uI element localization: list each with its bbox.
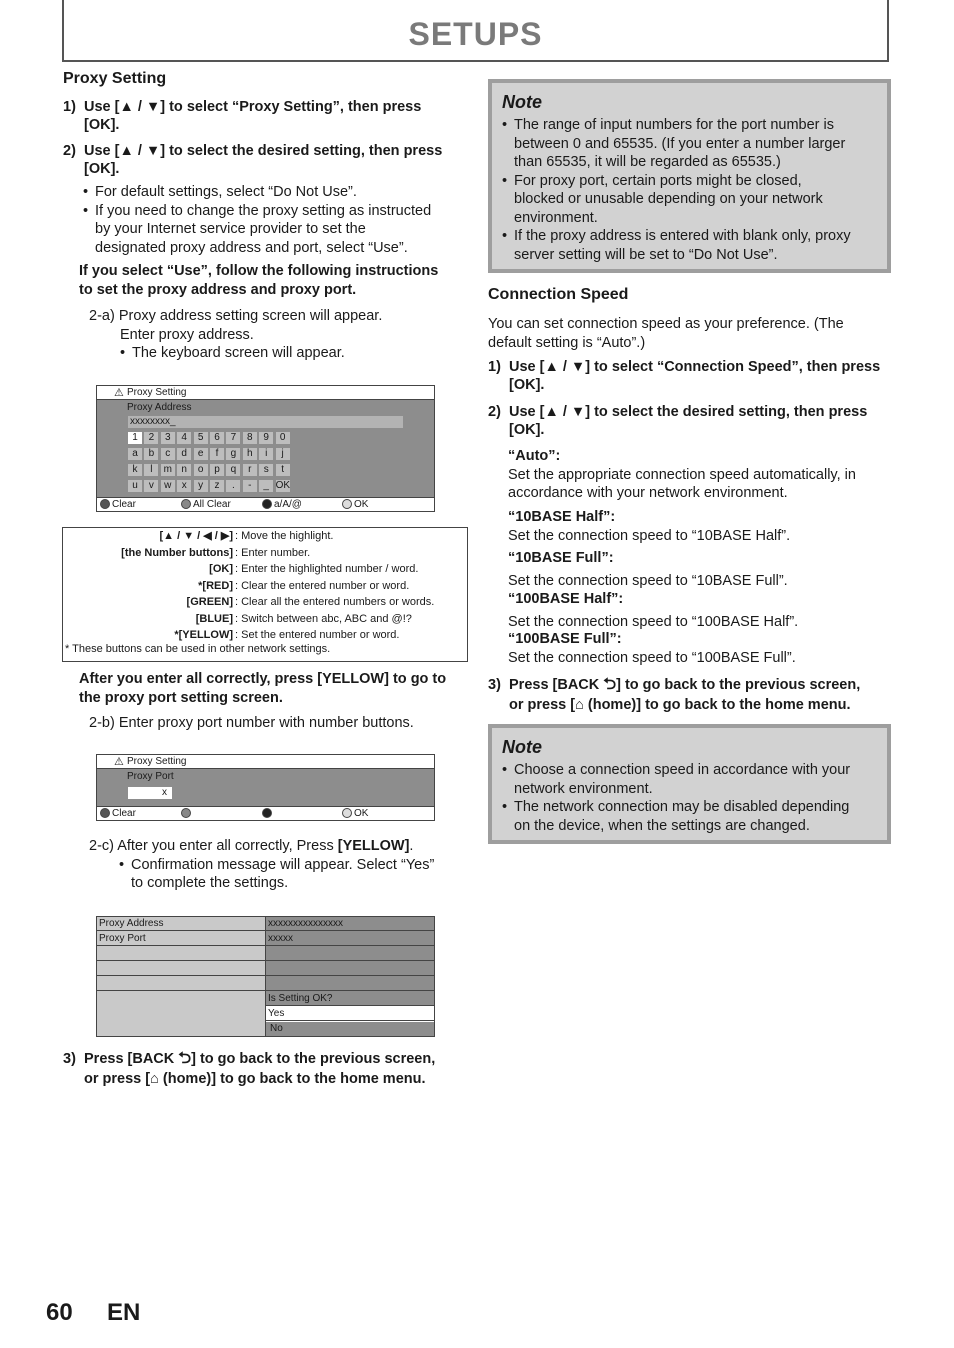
note-box-proxy — [488, 79, 891, 273]
red-button-icon — [100, 499, 110, 509]
option-name: “Auto”: — [508, 448, 561, 464]
green-button-icon — [181, 808, 191, 818]
keyboard-key[interactable]: l — [144, 464, 158, 476]
option-desc: Set the appropriate connection speed automatically, in — [508, 466, 856, 483]
proxy-step-2 — [63, 142, 463, 180]
list-item: • For default settings, select “Do Not Use”. — [83, 183, 468, 202]
use-line: If you select “Use”, follow the following instructions — [79, 263, 439, 279]
keyboard-key[interactable]: i — [259, 448, 273, 460]
button-legend — [62, 527, 468, 662]
keyboard-key[interactable]: g — [226, 448, 240, 460]
legend-note: * These buttons can be used in other network settings. — [65, 643, 331, 655]
step-number: 3) — [63, 1051, 76, 1067]
yellow-label: [YELLOW] — [337, 838, 410, 854]
speed-step-2 — [488, 403, 893, 441]
after-line: the proxy port setting screen. — [79, 689, 283, 706]
proxy-step-1 — [63, 98, 463, 136]
legend-row — [63, 578, 467, 594]
sub-step-2a — [89, 307, 469, 363]
field-label: Proxy Port — [127, 771, 174, 782]
note-item: • If the proxy address is entered with blank only, proxy — [502, 227, 887, 246]
step-text: [OK]. — [509, 422, 545, 438]
step-number: 1) — [63, 99, 76, 115]
use-instructions — [79, 262, 469, 299]
hint-label: OK — [354, 499, 369, 510]
keyboard-key[interactable]: w — [161, 480, 175, 492]
empty-row — [97, 962, 434, 976]
legend-row — [63, 528, 467, 544]
green-button-icon — [181, 499, 191, 509]
keyboard-key[interactable]: c — [161, 448, 175, 460]
proxy-address-screen — [96, 385, 435, 512]
legend-key: [▲ / ▼ / ◀ / ▶] — [159, 530, 233, 542]
legend-key: [GREEN] — [186, 596, 233, 608]
option-name: “100BASE Full”: — [508, 631, 622, 647]
option-desc: Set the connection speed to “10BASE Full”. — [508, 572, 788, 589]
hint-label: All Clear — [193, 499, 231, 510]
option-name: “10BASE Full”: — [508, 550, 614, 566]
note-item-cont: between 0 and 65535. (If you enter a number larger — [514, 135, 846, 152]
keyboard-key[interactable]: k — [128, 464, 142, 476]
screen-title: Proxy Setting — [127, 387, 187, 398]
port-input[interactable] — [128, 787, 172, 799]
port-value-cell: xxxxx — [266, 932, 434, 946]
keyboard-key[interactable]: r — [243, 464, 257, 476]
no-option[interactable]: No — [266, 1022, 434, 1036]
keyboard-key[interactable]: u — [128, 480, 142, 492]
keyboard-key[interactable]: 5 — [194, 432, 208, 444]
keyboard-key[interactable]: 9 — [259, 432, 273, 444]
speed-step-1 — [488, 358, 893, 396]
ok-hint — [342, 499, 368, 510]
option-100base-half — [508, 590, 893, 630]
option-name: “100BASE Half”: — [508, 591, 624, 607]
empty-row — [97, 977, 434, 991]
yellow-button-icon — [342, 499, 352, 509]
keyboard-key[interactable]: 6 — [210, 432, 224, 444]
screen-footer — [97, 806, 434, 820]
address-value: xxxxxxxx_ — [130, 416, 176, 427]
page-header — [62, 0, 889, 62]
step-text-part: or press [ — [509, 697, 576, 713]
connection-speed-heading: Connection Speed — [488, 286, 629, 303]
speed-options — [508, 447, 893, 667]
legend-key: *[YELLOW] — [174, 629, 233, 641]
keyboard-key[interactable]: h — [243, 448, 257, 460]
step-text-part: Press [BACK — [509, 677, 604, 693]
screen-body — [97, 400, 434, 497]
ok-hint — [342, 808, 368, 819]
note-item: • Choose a connection speed in accordance with your — [502, 761, 887, 780]
step-number: 3) — [488, 677, 501, 693]
step-text — [509, 696, 851, 715]
step-text — [84, 1070, 426, 1089]
keyboard-key[interactable]: j — [276, 448, 290, 460]
legend-key: *[RED] — [198, 579, 233, 592]
note-item: • The range of input numbers for the port number is — [502, 116, 887, 135]
sub-step-text: 2-a) Proxy address setting screen will appear. — [89, 308, 383, 324]
yellow-button-icon — [342, 808, 352, 818]
hint-label: Clear — [112, 499, 136, 510]
note-box-speed — [488, 724, 891, 844]
step-text-part: (home)] to go back to the home menu. — [158, 1071, 426, 1087]
legend-value: : Clear the entered number or word. — [235, 579, 410, 592]
keyboard-key[interactable]: s — [259, 464, 273, 476]
warning-icon: ⚠ — [114, 387, 124, 399]
option-name: “10BASE Half”: — [508, 509, 616, 525]
step-text-part: (home)] to go back to the home menu. — [583, 697, 851, 713]
list-item: • Confirmation message will appear. Select “Yes” — [119, 856, 469, 875]
keyboard-key[interactable]: 2 — [144, 432, 158, 444]
legend-value: : Clear all the entered numbers or words. — [235, 596, 435, 608]
keyboard-key[interactable]: b — [144, 448, 158, 460]
legend-value: : Enter the highlighted number / word. — [235, 563, 419, 575]
note-item-cont: blocked or unusable depending on your network — [514, 191, 823, 207]
proxy-port-screen — [96, 754, 435, 821]
list-item: • If you need to change the proxy setting as instructed — [83, 202, 468, 221]
legend-row — [63, 594, 467, 610]
option-100base-full — [508, 630, 893, 667]
yes-option[interactable]: Yes — [266, 1007, 434, 1021]
sub-step-prefix: 2-c) After you enter all correctly, Press — [89, 838, 338, 854]
keyboard-key[interactable]: 0 — [276, 432, 290, 444]
legend-row — [63, 611, 467, 627]
hint-label: a/A/@ — [274, 499, 302, 510]
legend-key: [BLUE] — [195, 612, 233, 625]
note-item: • For proxy port, certain ports might be closed, — [502, 172, 887, 191]
home-icon: ⌂ — [575, 697, 584, 713]
legend-value: : Switch between abc, ABC and @!? — [235, 612, 412, 625]
port-value: x — [162, 787, 167, 798]
step-text: [OK]. — [84, 161, 120, 177]
keyboard-grid — [128, 432, 298, 494]
keyboard-key[interactable]: z — [210, 480, 224, 492]
step-text: Use [▲ / ▼] to select the desired setting, then press — [509, 404, 868, 420]
option-desc: Set the connection speed to “10BASE Half”. — [508, 527, 791, 544]
question-cell: Is Setting OK? — [266, 992, 434, 1006]
option-10base-half — [508, 506, 893, 549]
port-label-cell: Proxy Port — [97, 932, 266, 946]
step-text: Use [▲ / ▼] to select “Proxy Setting”, then press — [84, 99, 422, 115]
keyboard-key[interactable]: v — [144, 480, 158, 492]
list-item-cont: by your Internet service provider to set the — [95, 221, 366, 237]
keyboard-key[interactable]: 3 — [161, 432, 175, 444]
proxy-bullets — [83, 183, 468, 257]
step-text: Use [▲ / ▼] to select the desired setting, then press — [84, 143, 443, 159]
note-list — [502, 116, 887, 264]
empty-row — [97, 947, 434, 961]
addr-label-cell: Proxy Address — [97, 917, 266, 931]
keyboard-key[interactable]: 7 — [226, 432, 240, 444]
legend-key: [the Number buttons] — [121, 546, 233, 559]
warning-icon: ⚠ — [114, 756, 124, 768]
note-item-cont: environment. — [514, 209, 598, 226]
legend-value: : Set the entered number or word. — [235, 629, 400, 641]
green-hint — [181, 808, 193, 819]
address-input[interactable] — [128, 416, 403, 428]
keyboard-key[interactable]: t — [276, 464, 290, 476]
screen-title-bar — [97, 386, 434, 400]
use-line: to set the proxy address and proxy port. — [79, 281, 357, 298]
step-text-part: ] to go back to the previous screen, — [191, 1051, 436, 1067]
option-desc: Set the connection speed to “100BASE Half”. — [508, 613, 799, 630]
intro-line: default setting is “Auto”.) — [488, 334, 646, 351]
step-number: 2) — [488, 404, 501, 420]
sub-step-2b: 2-b) Enter proxy port number with number buttons. — [89, 715, 414, 731]
hint-label: Clear — [112, 808, 136, 819]
keyboard-key[interactable]: q — [226, 464, 240, 476]
keyboard-key[interactable]: y — [194, 480, 208, 492]
keyboard-key[interactable]: f — [210, 448, 224, 460]
step-text-part: ] to go back to the previous screen, — [616, 677, 861, 693]
legend-row — [63, 561, 467, 577]
keyboard-key[interactable]: x — [177, 480, 191, 492]
keyboard-key[interactable]: m — [161, 464, 175, 476]
step-number: 1) — [488, 359, 501, 375]
sub-step-2c — [89, 837, 469, 893]
step-text: Use [▲ / ▼] to select “Connection Speed”, then press — [509, 359, 881, 375]
list-item: • The keyboard screen will appear. — [120, 344, 469, 363]
step-text: [OK]. — [84, 117, 120, 133]
field-label: Proxy Address — [127, 402, 192, 413]
option-10base-full — [508, 549, 893, 590]
step-number: 2) — [63, 143, 76, 159]
legend-value: : Move the highlight. — [235, 530, 334, 542]
keyboard-key[interactable]: n — [177, 464, 191, 476]
list-item-cont: designated proxy address and port, select “Use”. — [95, 239, 408, 256]
keyboard-key[interactable]: 4 — [177, 432, 191, 444]
step-text — [84, 1050, 435, 1069]
note-list — [502, 761, 887, 835]
sub-step-text — [89, 837, 469, 856]
proxy-setting-heading: Proxy Setting — [63, 70, 167, 87]
keyboard-key[interactable]: . — [226, 480, 240, 492]
addr-value-cell: xxxxxxxxxxxxxxx — [266, 917, 434, 931]
note-title: Note — [502, 92, 542, 112]
mode-hint — [262, 499, 302, 510]
screen-title-bar — [97, 755, 434, 769]
back-icon: ⮌ — [603, 676, 617, 693]
keyboard-key[interactable]: a — [128, 448, 142, 460]
blue-hint — [262, 808, 274, 819]
screen-title: Proxy Setting — [127, 756, 187, 767]
screen-footer — [97, 497, 434, 511]
speed-step-3 — [488, 676, 893, 716]
language-code: EN — [107, 1299, 141, 1326]
clear-hint — [100, 499, 136, 510]
keyboard-key[interactable]: 8 — [243, 432, 257, 444]
legend-key: [OK] — [209, 563, 233, 575]
option-auto — [508, 447, 893, 506]
sub-step-suffix: . — [409, 838, 414, 854]
note-item-cont: on the device, when the settings are changed. — [514, 817, 810, 834]
back-icon: ⮌ — [178, 1050, 192, 1067]
note-item-cont: server setting will be set to “Do Not Use”. — [514, 246, 778, 263]
legend-value: : Enter number. — [235, 546, 311, 559]
hint-label: OK — [354, 808, 369, 819]
blue-button-icon — [262, 499, 272, 509]
sub-step-text: Enter proxy address. — [120, 326, 254, 343]
confirmation-screen — [96, 916, 435, 1037]
home-icon: ⌂ — [150, 1071, 159, 1087]
legend-row — [63, 627, 467, 643]
keyboard-key[interactable]: o — [194, 464, 208, 476]
step-text — [509, 676, 860, 695]
note-item-cont: network environment. — [514, 780, 653, 797]
page-title: SETUPS — [408, 16, 543, 52]
all-clear-hint — [181, 499, 231, 510]
after-line: After you enter all correctly, press [YELLOW] to go to — [79, 671, 447, 687]
intro-line: You can set connection speed as your preference. (The — [488, 316, 844, 332]
blue-button-icon — [262, 808, 272, 818]
option-desc: accordance with your network environment. — [508, 485, 788, 501]
page-number: 60 — [46, 1299, 73, 1326]
after-instructions — [79, 670, 469, 707]
step-text-part: or press [ — [84, 1071, 151, 1087]
option-desc: Set the connection speed to “100BASE Full”. — [508, 649, 796, 666]
step-text-part: Press [BACK — [84, 1051, 179, 1067]
keyboard-key[interactable]: e — [194, 448, 208, 460]
list-item-cont: to complete the settings. — [131, 875, 289, 891]
connection-intro — [488, 315, 888, 352]
step-text: [OK]. — [509, 377, 545, 393]
note-title: Note — [502, 737, 542, 757]
keyboard-key[interactable]: 1 — [128, 432, 142, 444]
note-item-cont: than 65535, it will be regarded as 65535.) — [514, 154, 781, 170]
keyboard-key[interactable]: _ — [259, 480, 273, 492]
legend-row — [63, 545, 467, 561]
proxy-step-3 — [63, 1050, 463, 1090]
keyboard-key[interactable]: d — [177, 448, 191, 460]
keyboard-key[interactable]: - — [243, 480, 257, 492]
clear-hint — [100, 808, 136, 819]
keyboard-key[interactable]: p — [210, 464, 224, 476]
keyboard-key[interactable]: OK — [275, 480, 291, 491]
screen-body — [97, 769, 434, 806]
note-item: • The network connection may be disabled depending — [502, 798, 887, 817]
red-button-icon — [100, 808, 110, 818]
